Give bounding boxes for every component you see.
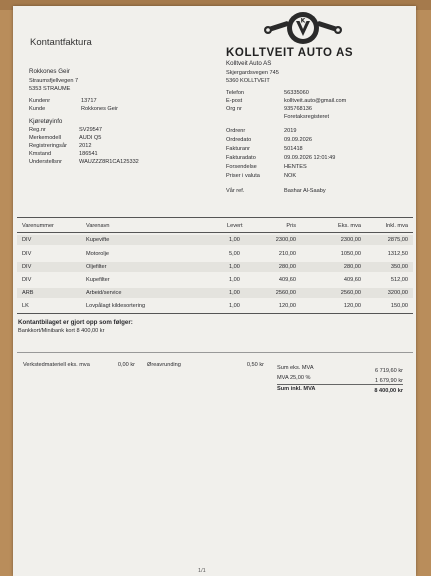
- vehicle-value-model: AUDI Q5: [79, 135, 102, 141]
- row-5-inkl: 150,00: [390, 303, 408, 309]
- row-5-eks: 120,00: [343, 303, 361, 309]
- table-header-eks: Eks. mva: [337, 223, 361, 229]
- row-2-levert: 1,00: [229, 264, 240, 270]
- company-value-register: Foretaksregisteret: [284, 114, 330, 120]
- table-header-varenavn: Varenavn: [86, 223, 110, 229]
- vehicle-label-year: Registreringsår: [29, 143, 67, 149]
- totals-sum-rule: [277, 384, 403, 385]
- vehicle-label-km: Kmstand: [29, 151, 52, 157]
- row-4-pris: 2560,00: [275, 290, 296, 296]
- vehicle-value-vin: WAUZZZ8R1CA125332: [79, 159, 139, 165]
- payment-line: Bankkort/Minibank kort 8 400,00 kr: [18, 328, 105, 334]
- row-1-levert: 5,00: [229, 251, 240, 257]
- company-value-email: kolltveit.auto@gmail.com: [284, 98, 347, 104]
- sum-inkl-label: Sum inkl. MVA: [277, 386, 316, 392]
- customer-address-1: Straumsfjellvegen 7: [29, 78, 79, 84]
- mva-value: 1 679,90 kr: [375, 378, 403, 384]
- row-2-varenavn: Oljefilter: [86, 264, 107, 270]
- row-4-eks: 2560,00: [340, 290, 361, 296]
- order-ref-label: Vår ref.: [226, 188, 245, 194]
- row-2-eks: 280,00: [343, 264, 361, 270]
- row-1-eks: 1050,00: [340, 251, 361, 257]
- order-value-forsendelse: HENTES: [284, 164, 307, 170]
- sum-eks-value: 6 719,60 kr: [375, 368, 403, 374]
- company-address-2: 5360 KOLLTVEIT: [226, 78, 270, 84]
- row-4-varenummer: ARB: [22, 290, 34, 296]
- order-value-ordrenr: 2019: [284, 128, 297, 134]
- company-name: Kolltveit Auto AS: [226, 60, 272, 67]
- row-5-varenummer: LK: [22, 303, 29, 309]
- row-2-inkl: 350,00: [390, 264, 408, 270]
- row-5-varenavn: Lovpålagt kildesortering: [86, 303, 146, 309]
- document-title: Kontantfaktura: [30, 37, 92, 48]
- row-1-varenavn: Motorolje: [86, 251, 110, 257]
- row-5-pris: 120,00: [278, 303, 296, 309]
- totals-top-rule: [17, 352, 413, 353]
- mva-label: MVA 25,00 %: [277, 375, 311, 381]
- material-label: Verkstedmateriell eks. mva: [23, 362, 90, 368]
- customer-value-number: 13717: [81, 98, 97, 104]
- row-1-pris: 210,00: [278, 251, 296, 257]
- payment-heading: Kontantbilaget er gjort opp som følger:: [18, 319, 133, 326]
- vehicle-value-regnr: SV29547: [79, 127, 103, 133]
- row-0-levert: 1,00: [229, 237, 240, 243]
- row-2-pris: 280,00: [278, 264, 296, 270]
- customer-label-number: Kundenr: [29, 98, 51, 104]
- company-label-phone: Telefon: [226, 90, 245, 96]
- table-bottom-rule: [17, 313, 413, 314]
- row-3-levert: 1,00: [229, 277, 240, 283]
- vehicle-heading: Kjøretøyinfo: [29, 118, 63, 125]
- wrench-v-emblem-icon: [253, 9, 353, 47]
- page-number: 1/1: [198, 568, 206, 574]
- row-0-varenavn: Kupevifte: [86, 237, 110, 243]
- row-4-varenavn: Arbeid/service: [86, 290, 122, 296]
- order-value-fakturadato: 09.09.2026 12:01:49: [284, 155, 336, 161]
- order-value-ordredato: 09.09.2026: [284, 137, 312, 143]
- row-4-levert: 1,00: [229, 290, 240, 296]
- customer-value-name: Rokkones Geir: [81, 106, 118, 112]
- order-label-ordrenr: Ordrenr: [226, 128, 246, 134]
- row-1-varenummer: DIV: [22, 251, 32, 257]
- row-3-pris: 409,60: [278, 277, 296, 283]
- order-label-fakturanr: Fakturanr: [226, 146, 250, 152]
- company-value-orgnr: 935768136: [284, 106, 312, 112]
- table-header-pris: Pris: [286, 223, 296, 229]
- brand-name: KOLLTVEIT AUTO AS: [226, 47, 354, 59]
- row-4-inkl: 3200,00: [387, 290, 408, 296]
- sum-eks-label: Sum eks. MVA: [277, 365, 314, 371]
- order-ref-value: Bashar Al-Saaby: [284, 188, 326, 194]
- customer-address-2: 5353 STRAUME: [29, 86, 71, 92]
- order-label-valuta: Priser i valuta: [226, 173, 260, 179]
- customer-name: Rokkones Geir: [29, 68, 70, 75]
- order-label-ordredato: Ordredato: [226, 137, 252, 143]
- row-3-varenummer: DIV: [22, 277, 32, 283]
- order-label-forsendelse: Forsendelse: [226, 164, 257, 170]
- rounding-label: Øreavrunding: [147, 362, 181, 368]
- row-3-inkl: 512,00: [390, 277, 408, 283]
- row-0-eks: 2300,00: [340, 237, 361, 243]
- row-2-varenummer: DIV: [22, 264, 32, 270]
- company-label-email: E-post: [226, 98, 243, 104]
- table-top-rule: [17, 217, 413, 218]
- row-0-varenummer: DIV: [22, 237, 32, 243]
- order-value-valuta: NOK: [284, 173, 297, 179]
- company-address-1: Skjergardsvegen 745: [226, 70, 279, 76]
- row-1-inkl: 1312,50: [387, 251, 408, 257]
- order-value-fakturanr: 501418: [284, 146, 303, 152]
- invoice-paper: [13, 6, 416, 576]
- row-0-pris: 2300,00: [275, 237, 296, 243]
- table-header-varenummer: Varenummer: [22, 223, 54, 229]
- order-label-fakturadato: Fakturadato: [226, 155, 256, 161]
- company-value-phone: 56335060: [284, 90, 309, 96]
- rounding-value: 0,50 kr: [246, 362, 264, 368]
- vehicle-value-km: 186541: [79, 151, 98, 157]
- table-header-rule: [17, 232, 413, 233]
- row-3-varenavn: Kupefilter: [86, 277, 110, 283]
- row-5-levert: 1,00: [229, 303, 240, 309]
- table-header-inkl: Inkl. mva: [385, 223, 408, 229]
- table-header-levert: Levert: [227, 223, 243, 229]
- customer-label-name: Kunde: [29, 106, 46, 112]
- vehicle-value-year: 2012: [79, 143, 92, 149]
- sum-inkl-value: 8 400,00 kr: [374, 388, 403, 394]
- svg-text:K: K: [300, 17, 306, 25]
- row-3-eks: 409,60: [343, 277, 361, 283]
- material-value: 0,00 kr: [117, 362, 135, 368]
- vehicle-label-regnr: Reg.nr: [29, 127, 46, 133]
- company-label-orgnr: Org nr: [226, 106, 242, 112]
- vehicle-label-vin: Understellsnr: [29, 159, 62, 165]
- row-0-inkl: 2875,00: [387, 237, 408, 243]
- vehicle-label-model: Merkemodell: [29, 135, 62, 141]
